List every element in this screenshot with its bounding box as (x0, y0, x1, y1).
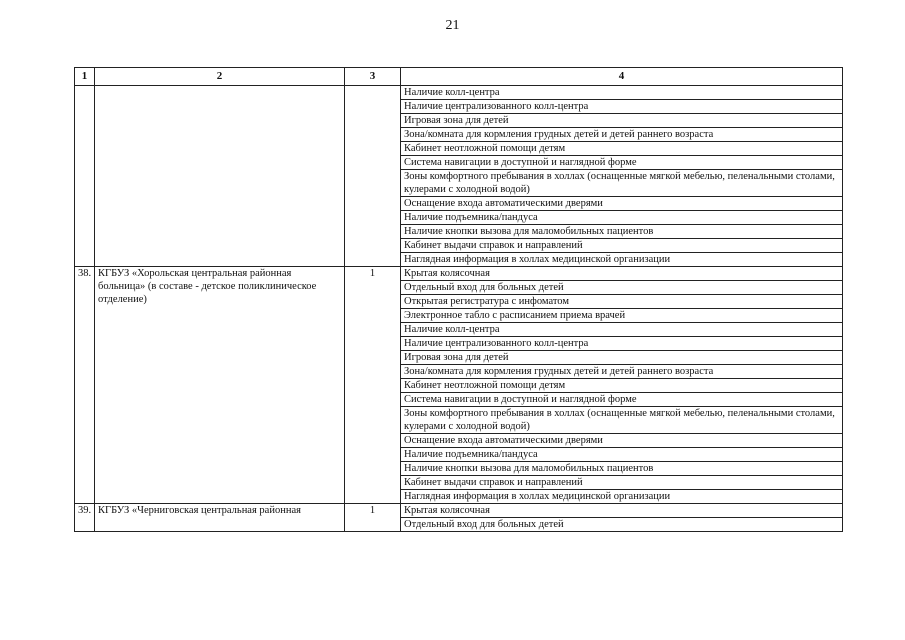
organization-name: КГБУЗ «Хорольская центральная районная больница» (в составе - детское поликлиническое отделение) (95, 267, 345, 504)
quantity: 1 (345, 504, 401, 532)
facility-item: Наличие подъемника/пандуса (401, 211, 843, 225)
facility-item: Отдельный вход для больных детей (401, 281, 843, 295)
header-col-3: 3 (345, 68, 401, 86)
facility-item: Кабинет выдачи справок и направлений (401, 239, 843, 253)
facility-item: Система навигации в доступной и наглядной форме (401, 156, 843, 170)
table-row (75, 86, 843, 100)
facility-item: Зона/комната для кормления грудных детей и детей раннего возраста (401, 365, 843, 379)
facility-item: Крытая колясочная (401, 504, 843, 518)
organization-name: КГБУЗ «Черниговская центральная районная (95, 504, 345, 532)
organization-name (95, 86, 345, 267)
facility-item: Оснащение входа автоматическими дверями (401, 197, 843, 211)
header-col-1: 1 (75, 68, 95, 86)
facility-item: Кабинет выдачи справок и направлений (401, 476, 843, 490)
facility-item: Наглядная информация в холлах медицинской организации (401, 253, 843, 267)
table-header-row (75, 68, 843, 86)
row-number: 38. (75, 267, 95, 504)
header-col-2: 2 (95, 68, 345, 86)
table-row (75, 267, 843, 281)
facility-item: Наличие кнопки вызова для маломобильных пациентов (401, 462, 843, 476)
facility-item: Наглядная информация в холлах медицинской организации (401, 490, 843, 504)
facility-item: Оснащение входа автоматическими дверями (401, 434, 843, 448)
quantity (345, 86, 401, 267)
facility-item: Крытая колясочная (401, 267, 843, 281)
facility-item: Система навигации в доступной и наглядной форме (401, 393, 843, 407)
facilities-table (74, 67, 843, 532)
facility-item: Игровая зона для детей (401, 114, 843, 128)
facility-item: Электронное табло с расписанием приема врачей (401, 309, 843, 323)
facility-item: Отдельный вход для больных детей (401, 518, 843, 532)
facility-item: Наличие колл-центра (401, 86, 843, 100)
table-row (75, 504, 843, 518)
row-number (75, 86, 95, 267)
facility-item: Открытая регистратура с инфоматом (401, 295, 843, 309)
page-number: 21 (445, 18, 460, 33)
row-number: 39. (75, 504, 95, 532)
facility-item: Зона/комната для кормления грудных детей и детей раннего возраста (401, 128, 843, 142)
facility-item: Наличие централизованного колл-центра (401, 337, 843, 351)
facility-item: Наличие колл-центра (401, 323, 843, 337)
quantity: 1 (345, 267, 401, 504)
facility-item: Наличие кнопки вызова для маломобильных пациентов (401, 225, 843, 239)
header-col-4: 4 (401, 68, 843, 86)
facility-item: Наличие централизованного колл-центра (401, 100, 843, 114)
facility-item: Зоны комфортного пребывания в холлах (оснащенные мягкой мебелью, пеленальными столами, кулерами с холодной водой) (401, 170, 843, 197)
facility-item: Наличие подъемника/пандуса (401, 448, 843, 462)
table-body (75, 86, 843, 532)
facility-item: Зоны комфортного пребывания в холлах (оснащенные мягкой мебелью, пеленальными столами, кулерами с холодной водой) (401, 407, 843, 434)
facility-item: Кабинет неотложной помощи детям (401, 142, 843, 156)
facility-item: Кабинет неотложной помощи детям (401, 379, 843, 393)
facility-item: Игровая зона для детей (401, 351, 843, 365)
